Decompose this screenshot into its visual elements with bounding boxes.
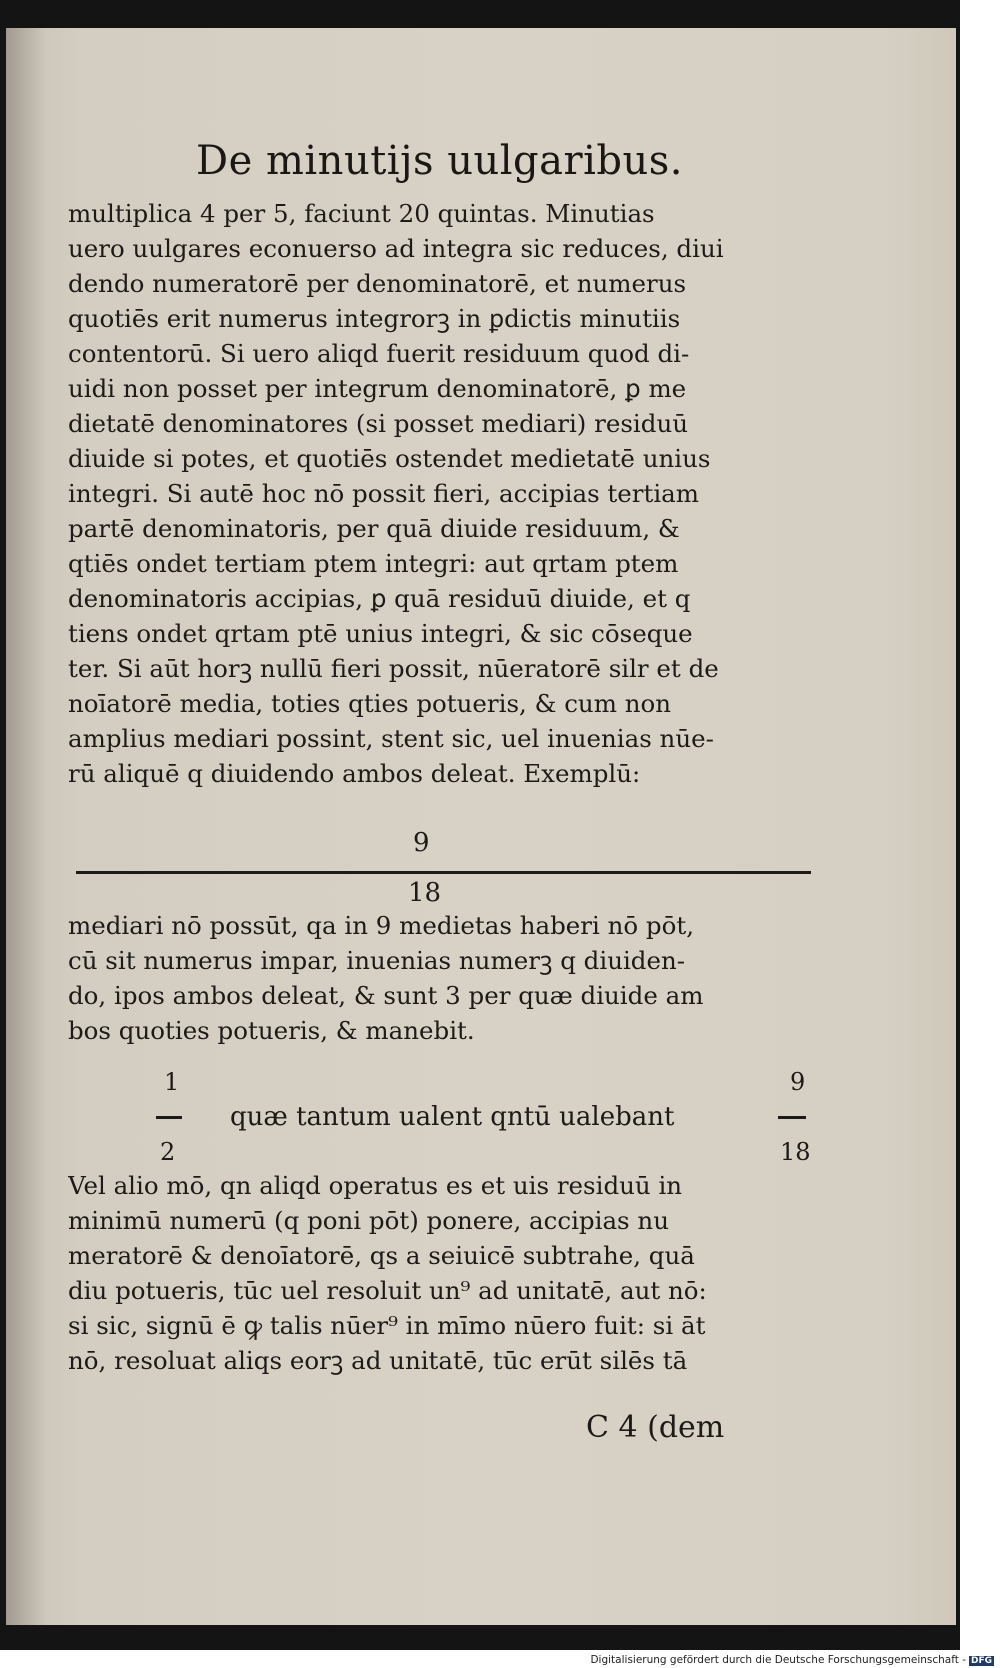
right-numerator: 9 — [790, 1068, 806, 1096]
right-denominator: 18 — [780, 1138, 811, 1166]
left-numerator: 1 — [164, 1068, 180, 1096]
text-line: rū aliquē q diuidendo ambos deleat. Exemplū: — [68, 759, 641, 788]
running-head: De minutijs uulgaribus. — [196, 138, 684, 184]
paragraph-2 — [68, 908, 816, 1048]
text-line: dendo numeratorē per denominatorē, et numerus — [68, 269, 687, 298]
gutter-shadow — [6, 28, 46, 1625]
text-line: integri. Si autē hoc nō possit fieri, accipias tertiam — [68, 479, 700, 508]
text-line: mediari nō possūt, qa in 9 medietas haberi nō pōt, — [68, 911, 694, 940]
left-fraction-bar — [156, 1116, 182, 1119]
text-line: cū sit numerus impar, inuenias numerꝫ q diuiden- — [68, 946, 686, 975]
example-fraction — [68, 828, 816, 908]
left-denominator: 2 — [160, 1138, 176, 1166]
text-line: uero uulgares econuerso ad integra sic reduces, diui — [68, 234, 724, 263]
text-line: ter. Si aūt horꝫ nullū fieri possit, nūeratorē silr et de — [68, 654, 719, 683]
text-line: tiens ondet qrtam ptē unius integri, & sic cōseque — [68, 619, 693, 648]
text-line: noīatorē media, toties qties potueris, & cum non — [68, 689, 672, 718]
text-line: nō, resoluat aliqs eorꝫ ad unitatē, tūc erūt silēs tā — [68, 1346, 688, 1375]
text-line: Vel alio mō, qn aliqd operatus es et uis residuū in — [68, 1171, 683, 1200]
fraction-bar — [76, 871, 811, 874]
paragraph-3 — [68, 1168, 816, 1378]
text-line: diuide si potes, et quotiēs ostendet medietatē unius — [68, 444, 711, 473]
text-line: do, ipos ambos deleat, & sunt 3 per quæ diuide am — [68, 981, 704, 1010]
text-line: amplius mediari possint, stent sic, uel inuenias nūe- — [68, 724, 714, 753]
right-fraction-bar — [778, 1116, 806, 1119]
text-line: multiplica 4 per 5, faciunt 20 quintas. Minutias — [68, 199, 655, 228]
digitization-credit — [590, 1654, 994, 1666]
paragraph-1 — [68, 196, 816, 791]
equation-text: quæ tantum ualent qntū ualebant — [230, 1102, 675, 1132]
signature-catchword: C 4 (dem — [586, 1410, 725, 1445]
fraction-denominator: 18 — [408, 878, 442, 908]
text-line: contentorū. Si uero aliqd fuerit residuum quod di- — [68, 339, 690, 368]
text-line: meratorē & denoīatorē, qs a seiuicē subtrahe, quā — [68, 1241, 695, 1270]
text-line: quotiēs erit numerus integrorꝫ in ꝑdictis minutiis — [68, 304, 681, 333]
text-line: partē denominatoris, per quā diuide residuum, & — [68, 514, 680, 543]
fraction-equation — [68, 1068, 816, 1173]
text-line: uidi non posset per integrum denominatorē, ꝑ me — [68, 374, 687, 403]
text-line: minimū numerū (q poni pōt) ponere, accipias nu — [68, 1206, 669, 1235]
text-line: qtiēs ondet tertiam ptem integri: aut qrtam ptem — [68, 549, 679, 578]
text-line: si sic, signū ē ꝙ talis nūer⁹ in mīmo nūero fuit: si āt — [68, 1311, 706, 1340]
text-line: dietatē denominatores (si posset mediari) residuū — [68, 409, 689, 438]
text-line: denominatoris accipias, ꝑ quā residuū diuide, et q — [68, 584, 691, 613]
credit-text: Digitalisierung gefördert durch die Deutsche Forschungsgemeinschaft - — [590, 1654, 966, 1666]
fraction-numerator: 9 — [413, 828, 430, 858]
dfg-logo: DFG — [970, 1656, 992, 1666]
text-line: diu potueris, tūc uel resoluit un⁹ ad unitatē, aut nō: — [68, 1276, 707, 1305]
text-line: bos quoties potueris, & manebit. — [68, 1016, 475, 1045]
book-page — [6, 28, 956, 1625]
